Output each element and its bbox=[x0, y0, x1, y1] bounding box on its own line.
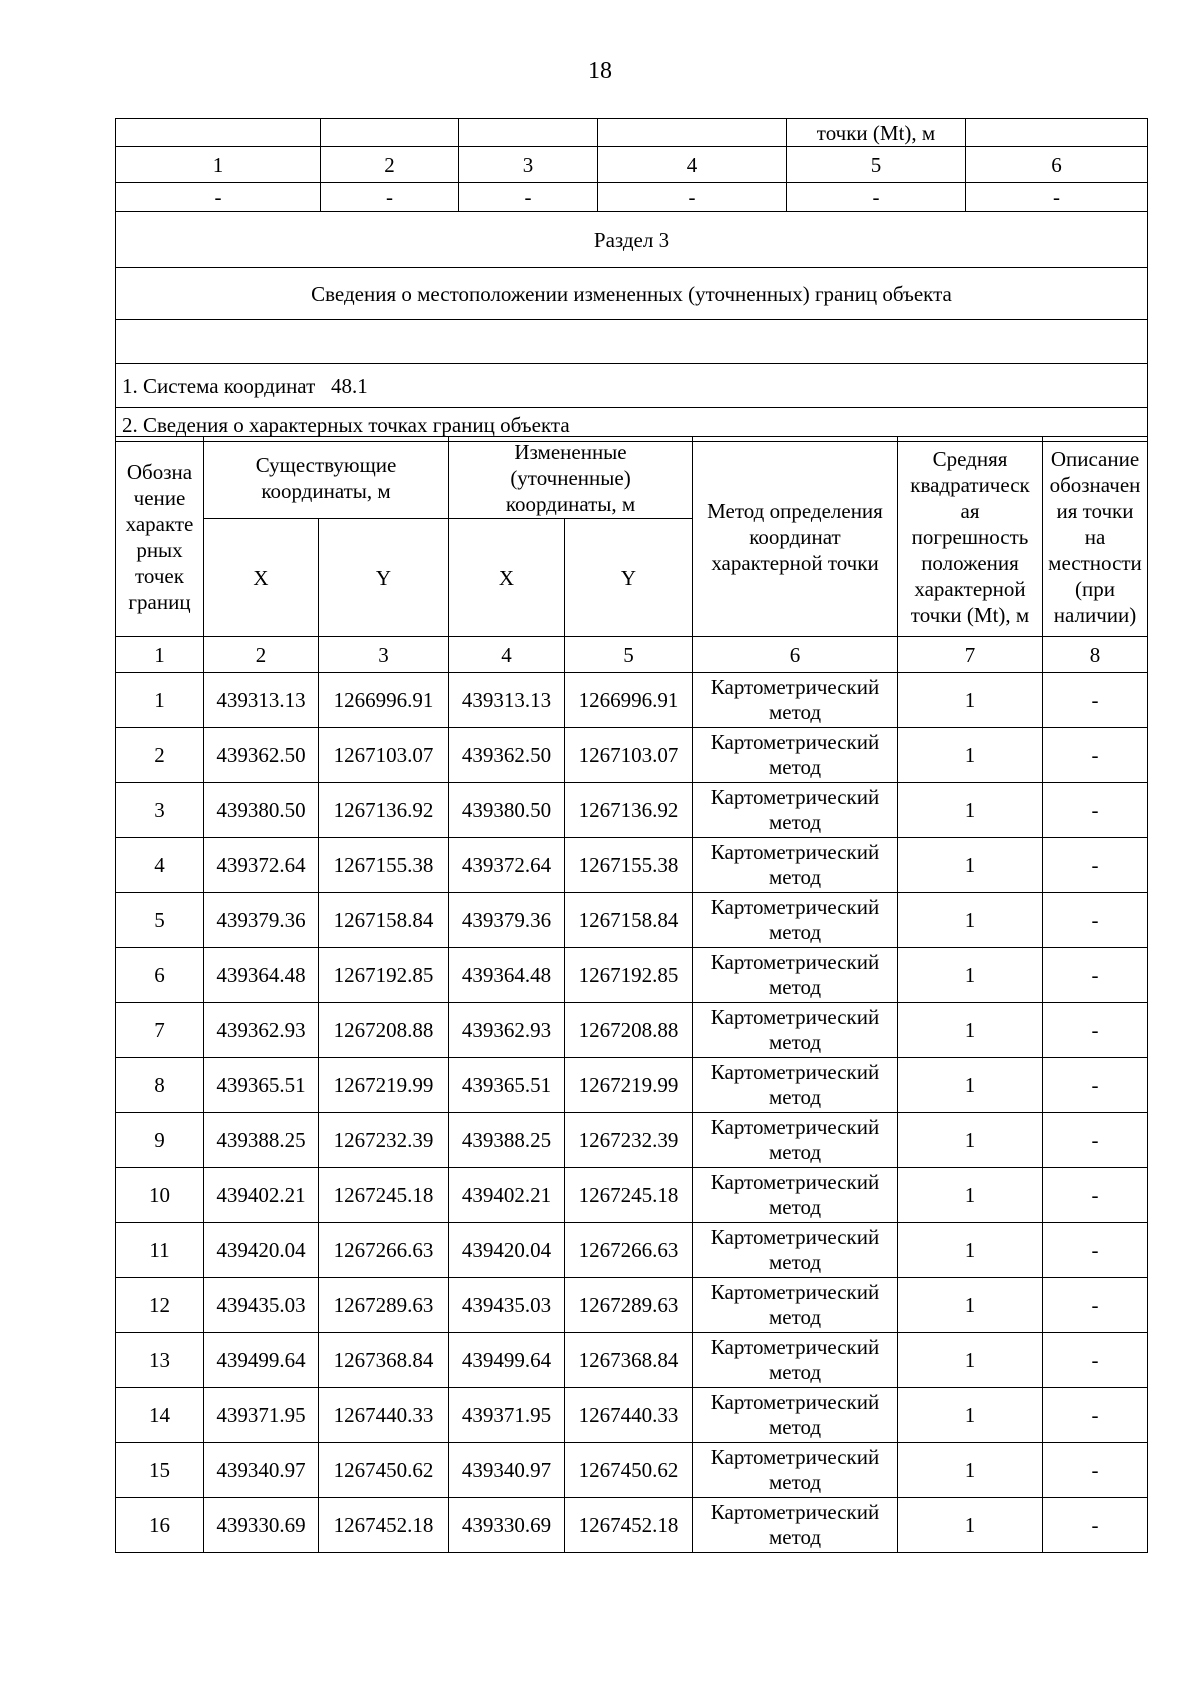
cell-existing-y: 1267192.85 bbox=[319, 948, 449, 1003]
cell-point-number: 9 bbox=[116, 1113, 204, 1168]
table-header-row-1 bbox=[116, 437, 1148, 519]
cell-changed-x: 439420.04 bbox=[449, 1223, 565, 1278]
cell-existing-x: 439402.21 bbox=[204, 1168, 319, 1223]
section-title: Раздел 3 bbox=[116, 212, 1148, 268]
cell-error: 1 bbox=[898, 728, 1043, 783]
cell-method: Картометрический метод bbox=[693, 1498, 898, 1553]
cell-existing-x: 439371.95 bbox=[204, 1388, 319, 1443]
cell-changed-y: 1267440.33 bbox=[565, 1388, 693, 1443]
header-existing-x: X bbox=[204, 519, 319, 637]
header-existing-y: Y bbox=[319, 519, 449, 637]
cell-error: 1 bbox=[898, 1278, 1043, 1333]
cell-existing-y: 1267208.88 bbox=[319, 1003, 449, 1058]
cell-point-number: 6 bbox=[116, 948, 204, 1003]
cell-existing-y: 1267440.33 bbox=[319, 1388, 449, 1443]
cell-changed-y: 1267158.84 bbox=[565, 893, 693, 948]
prev-table-header-row bbox=[116, 119, 1148, 147]
cell-point-number: 7 bbox=[116, 1003, 204, 1058]
empty-row bbox=[116, 320, 1148, 364]
cell-changed-x: 439435.03 bbox=[449, 1278, 565, 1333]
cell-description: - bbox=[1043, 1168, 1148, 1223]
cell-point-number: 12 bbox=[116, 1278, 204, 1333]
cell-description: - bbox=[1043, 783, 1148, 838]
cell-existing-y: 1267266.63 bbox=[319, 1223, 449, 1278]
cell-existing-x: 439420.04 bbox=[204, 1223, 319, 1278]
header-changed-x: X bbox=[449, 519, 565, 637]
table-row bbox=[116, 1168, 1148, 1223]
cell-description: - bbox=[1043, 1223, 1148, 1278]
cell-existing-y: 1267219.99 bbox=[319, 1058, 449, 1113]
cell-point-number: 1 bbox=[116, 673, 204, 728]
header-changed-y: Y bbox=[565, 519, 693, 637]
cell-point-number: 5 bbox=[116, 893, 204, 948]
table-row bbox=[116, 948, 1148, 1003]
cell-existing-y: 1267103.07 bbox=[319, 728, 449, 783]
cell-point-number: 15 bbox=[116, 1443, 204, 1498]
cell-existing-y: 1267452.18 bbox=[319, 1498, 449, 1553]
cell-existing-x: 439330.69 bbox=[204, 1498, 319, 1553]
cell-error: 1 bbox=[898, 1168, 1043, 1223]
cell-method: Картометрический метод bbox=[693, 1388, 898, 1443]
cell-method: Картометрический метод bbox=[693, 948, 898, 1003]
table-row bbox=[116, 893, 1148, 948]
cell-changed-x: 439402.21 bbox=[449, 1168, 565, 1223]
cell-point-number: 10 bbox=[116, 1168, 204, 1223]
table-row bbox=[116, 783, 1148, 838]
cell-changed-y: 1267136.92 bbox=[565, 783, 693, 838]
cell-changed-x: 439380.50 bbox=[449, 783, 565, 838]
prev-table-colnum-row: 1 2 3 4 5 6 bbox=[116, 147, 1148, 183]
cell-existing-x: 439340.97 bbox=[204, 1443, 319, 1498]
cell-changed-x: 439365.51 bbox=[449, 1058, 565, 1113]
cell-changed-x: 439499.64 bbox=[449, 1333, 565, 1388]
cell-error: 1 bbox=[898, 1388, 1043, 1443]
cell-existing-x: 439364.48 bbox=[204, 948, 319, 1003]
cell-changed-y: 1267368.84 bbox=[565, 1333, 693, 1388]
cell-changed-y: 1267155.38 bbox=[565, 838, 693, 893]
cell-existing-x: 439365.51 bbox=[204, 1058, 319, 1113]
cell-existing-x: 439362.50 bbox=[204, 728, 319, 783]
cell-changed-x: 439379.36 bbox=[449, 893, 565, 948]
cell-changed-y: 1267232.39 bbox=[565, 1113, 693, 1168]
section-subtitle: Сведения о местоположении измененных (уточненных) границ объекта bbox=[116, 268, 1148, 320]
cell-existing-x: 439313.13 bbox=[204, 673, 319, 728]
cell-existing-y: 1266996.91 bbox=[319, 673, 449, 728]
header-point: Обозна чение характе рных точек границ bbox=[116, 437, 204, 637]
cell-existing-y: 1267368.84 bbox=[319, 1333, 449, 1388]
cell-method: Картометрический метод bbox=[693, 783, 898, 838]
cell-point-number: 11 bbox=[116, 1223, 204, 1278]
header-changed-coords: Измененные (уточненные) координаты, м bbox=[449, 437, 693, 519]
cell-point-number: 14 bbox=[116, 1388, 204, 1443]
cell-changed-y: 1267192.85 bbox=[565, 948, 693, 1003]
cell-description: - bbox=[1043, 673, 1148, 728]
cell-existing-y: 1267450.62 bbox=[319, 1443, 449, 1498]
table-row bbox=[116, 728, 1148, 783]
cell-changed-x: 439362.50 bbox=[449, 728, 565, 783]
cell-description: - bbox=[1043, 893, 1148, 948]
table-row bbox=[116, 1058, 1148, 1113]
table-row bbox=[116, 838, 1148, 893]
cell-error: 1 bbox=[898, 1443, 1043, 1498]
cell-point-number: 3 bbox=[116, 783, 204, 838]
cell-existing-x: 439380.50 bbox=[204, 783, 319, 838]
cell-changed-x: 439330.69 bbox=[449, 1498, 565, 1553]
header-existing-coords: Существующие координаты, м bbox=[204, 437, 449, 519]
cell-existing-y: 1267289.63 bbox=[319, 1278, 449, 1333]
cell-error: 1 bbox=[898, 893, 1043, 948]
cell-changed-y: 1267245.18 bbox=[565, 1168, 693, 1223]
cell-changed-x: 439364.48 bbox=[449, 948, 565, 1003]
cell-method: Картометрический метод bbox=[693, 893, 898, 948]
cell-error: 1 bbox=[898, 948, 1043, 1003]
table-row bbox=[116, 673, 1148, 728]
cell-method: Картометрический метод bbox=[693, 1168, 898, 1223]
prev-header-cont: точки (Mt), м bbox=[787, 119, 966, 147]
table-row bbox=[116, 1333, 1148, 1388]
cell-changed-y: 1266996.91 bbox=[565, 673, 693, 728]
cell-error: 1 bbox=[898, 783, 1043, 838]
coord-system-row bbox=[116, 364, 1148, 408]
points-title: 2. Сведения о характерных точках границ объекта bbox=[116, 408, 1148, 442]
cell-error: 1 bbox=[898, 1333, 1043, 1388]
coord-system-value: 48.1 bbox=[331, 373, 368, 398]
cell-method: Картометрический метод bbox=[693, 1443, 898, 1498]
cell-existing-x: 439372.64 bbox=[204, 838, 319, 893]
cell-method: Картометрический метод bbox=[693, 673, 898, 728]
cell-error: 1 bbox=[898, 1003, 1043, 1058]
cell-description: - bbox=[1043, 1443, 1148, 1498]
header-method: Метод определения координат характерной точки bbox=[693, 437, 898, 637]
cell-description: - bbox=[1043, 1278, 1148, 1333]
cell-changed-y: 1267219.99 bbox=[565, 1058, 693, 1113]
cell-changed-y: 1267208.88 bbox=[565, 1003, 693, 1058]
cell-existing-y: 1267155.38 bbox=[319, 838, 449, 893]
cell-description: - bbox=[1043, 1333, 1148, 1388]
coord-system-label: 1. Система координат bbox=[122, 373, 316, 398]
cell-error: 1 bbox=[898, 1498, 1043, 1553]
cell-method: Картометрический метод bbox=[693, 1113, 898, 1168]
cell-existing-x: 439435.03 bbox=[204, 1278, 319, 1333]
cell-method: Картометрический метод bbox=[693, 1003, 898, 1058]
table-row bbox=[116, 1003, 1148, 1058]
cell-changed-y: 1267450.62 bbox=[565, 1443, 693, 1498]
cell-description: - bbox=[1043, 728, 1148, 783]
cell-description: - bbox=[1043, 1113, 1148, 1168]
points-table-body bbox=[116, 673, 1148, 1553]
cell-changed-y: 1267289.63 bbox=[565, 1278, 693, 1333]
cell-point-number: 8 bbox=[116, 1058, 204, 1113]
cell-method: Картометрический метод bbox=[693, 1223, 898, 1278]
cell-existing-y: 1267245.18 bbox=[319, 1168, 449, 1223]
cell-method: Картометрический метод bbox=[693, 728, 898, 783]
cell-method: Картометрический метод bbox=[693, 1333, 898, 1388]
cell-existing-y: 1267232.39 bbox=[319, 1113, 449, 1168]
cell-changed-x: 439313.13 bbox=[449, 673, 565, 728]
cell-point-number: 16 bbox=[116, 1498, 204, 1553]
cell-description: - bbox=[1043, 1388, 1148, 1443]
cell-description: - bbox=[1043, 838, 1148, 893]
cell-changed-x: 439362.93 bbox=[449, 1003, 565, 1058]
cell-changed-y: 1267266.63 bbox=[565, 1223, 693, 1278]
cell-point-number: 4 bbox=[116, 838, 204, 893]
page-number: 18 bbox=[588, 58, 612, 84]
cell-method: Картометрический метод bbox=[693, 1278, 898, 1333]
table-row bbox=[116, 1498, 1148, 1553]
cell-changed-x: 439372.64 bbox=[449, 838, 565, 893]
table-row bbox=[116, 1443, 1148, 1498]
cell-point-number: 13 bbox=[116, 1333, 204, 1388]
cell-description: - bbox=[1043, 1498, 1148, 1553]
cell-existing-x: 439388.25 bbox=[204, 1113, 319, 1168]
cell-existing-y: 1267158.84 bbox=[319, 893, 449, 948]
cell-existing-x: 439499.64 bbox=[204, 1333, 319, 1388]
table-row bbox=[116, 1113, 1148, 1168]
cell-method: Картометрический метод bbox=[693, 1058, 898, 1113]
cell-existing-y: 1267136.92 bbox=[319, 783, 449, 838]
cell-point-number: 2 bbox=[116, 728, 204, 783]
header-error: Средняя квадратическ ая погрешность положения характерной точки (Mt), м bbox=[898, 437, 1043, 637]
cell-error: 1 bbox=[898, 1223, 1043, 1278]
cell-error: 1 bbox=[898, 673, 1043, 728]
cell-description: - bbox=[1043, 1058, 1148, 1113]
cell-existing-x: 439379.36 bbox=[204, 893, 319, 948]
table-row bbox=[116, 1278, 1148, 1333]
cell-error: 1 bbox=[898, 1058, 1043, 1113]
cell-changed-y: 1267452.18 bbox=[565, 1498, 693, 1553]
cell-changed-y: 1267103.07 bbox=[565, 728, 693, 783]
cell-method: Картометрический метод bbox=[693, 838, 898, 893]
header-description: Описание обозначен ия точки на местности (при наличии) bbox=[1043, 437, 1148, 637]
cell-existing-x: 439362.93 bbox=[204, 1003, 319, 1058]
prev-table-value-row: - - - - - - bbox=[116, 183, 1148, 212]
cell-changed-x: 439340.97 bbox=[449, 1443, 565, 1498]
cell-description: - bbox=[1043, 948, 1148, 1003]
cell-changed-x: 439388.25 bbox=[449, 1113, 565, 1168]
table-row bbox=[116, 1223, 1148, 1278]
cell-description: - bbox=[1043, 1003, 1148, 1058]
table-row bbox=[116, 1388, 1148, 1443]
cell-error: 1 bbox=[898, 838, 1043, 893]
points-table bbox=[115, 436, 1148, 1553]
cell-error: 1 bbox=[898, 1113, 1043, 1168]
column-number-row: 1 2 3 4 5 6 7 8 bbox=[116, 637, 1148, 673]
cell-changed-x: 439371.95 bbox=[449, 1388, 565, 1443]
section-header-table bbox=[115, 118, 1148, 442]
